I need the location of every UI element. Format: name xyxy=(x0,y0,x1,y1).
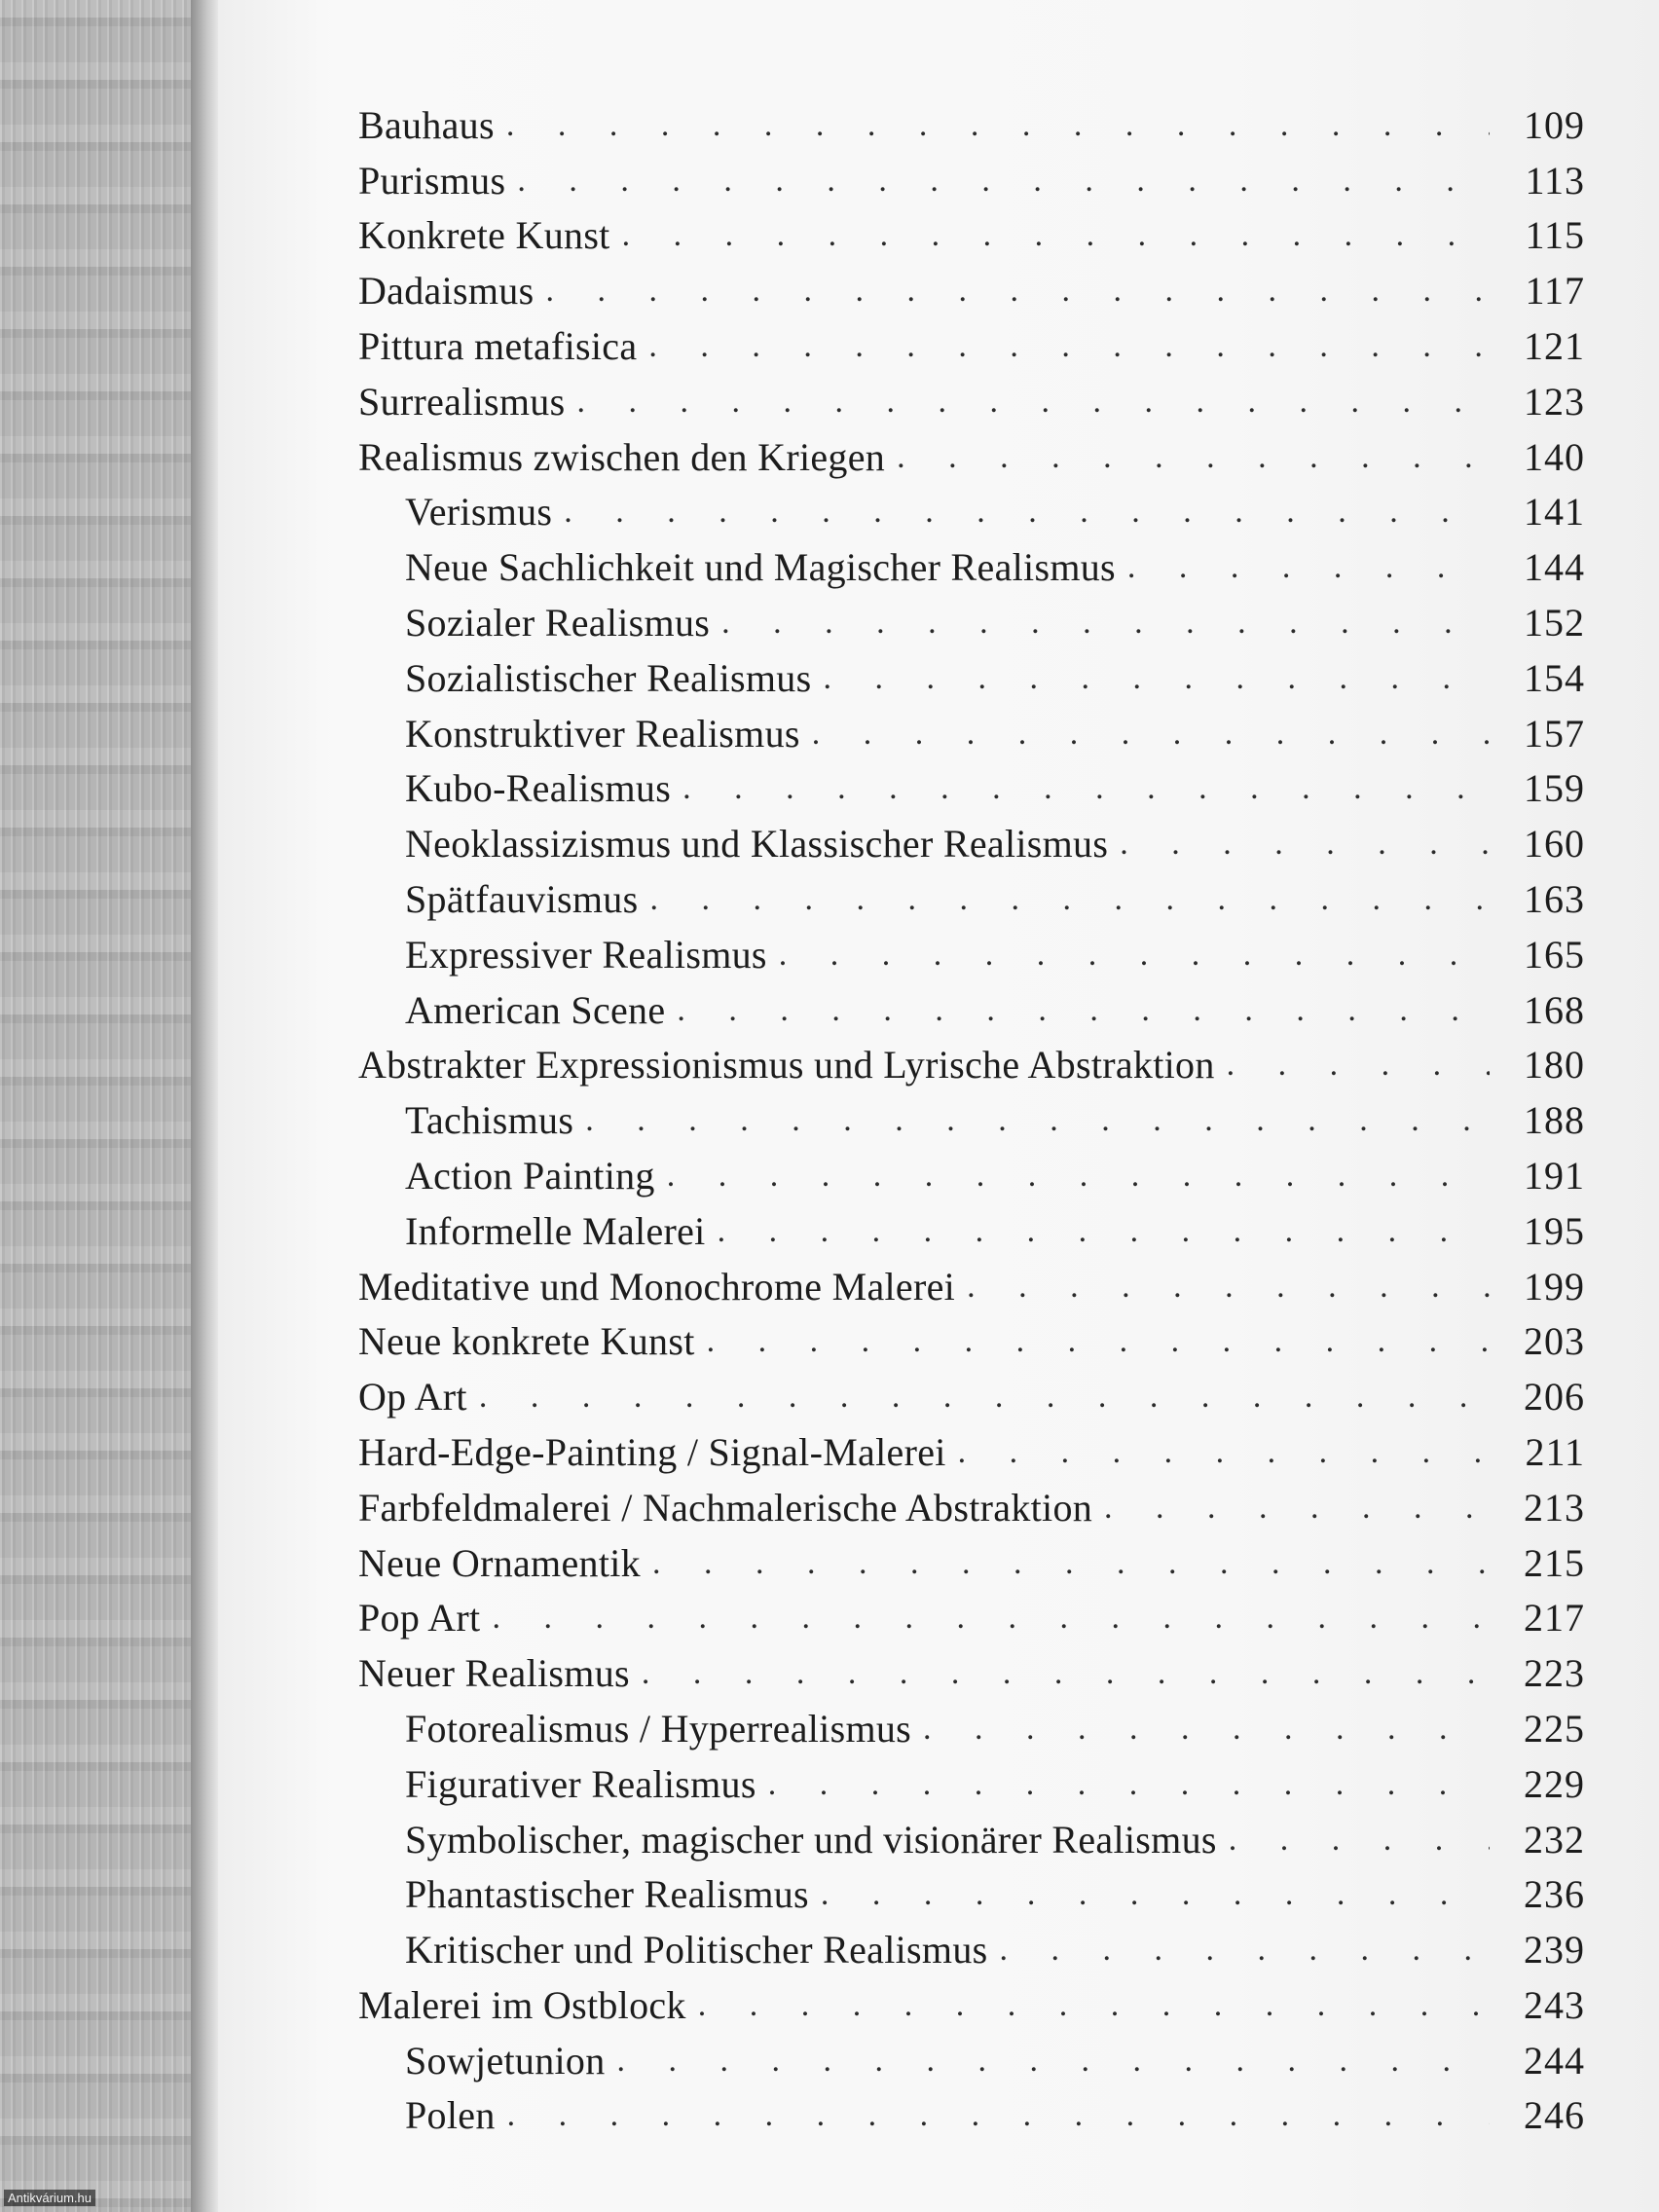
toc-entry-page-number: 246 xyxy=(1524,2093,1585,2138)
toc-entry xyxy=(358,1088,1585,1144)
toc-entry-title: Bauhaus xyxy=(358,102,495,147)
toc-entry-page-number: 165 xyxy=(1524,932,1585,977)
book-gutter xyxy=(191,0,218,2212)
toc-entry xyxy=(358,923,1585,978)
dot-leader xyxy=(622,212,1490,259)
toc-entry xyxy=(358,1808,1585,1863)
toc-entry-page-number: 232 xyxy=(1524,1817,1585,1862)
dot-leader xyxy=(545,268,1490,314)
toc-entry-page-number: 223 xyxy=(1524,1651,1585,1696)
toc-entry-page-number: 144 xyxy=(1524,545,1585,590)
toc-entry xyxy=(358,978,1585,1034)
toc-entry-title: Kritischer und Politischer Realismus xyxy=(405,1928,988,1972)
toc-entry-page-number: 215 xyxy=(1524,1540,1585,1585)
toc-entry-page-number: 154 xyxy=(1524,655,1585,700)
toc-entry-title: Pittura metafisica xyxy=(358,323,638,368)
toc-entry-page-number: 199 xyxy=(1524,1264,1585,1309)
toc-entry-page-number: 121 xyxy=(1524,323,1585,368)
dot-leader xyxy=(812,711,1490,757)
toc-entry xyxy=(358,535,1585,591)
toc-entry-title: Tachismus xyxy=(405,1098,574,1143)
toc-entry-title: Abstrakter Expressionismus und Lyrische Abstraktion xyxy=(358,1043,1215,1088)
toc-entry-title: Sowjetunion xyxy=(405,2038,606,2083)
dot-leader xyxy=(652,1540,1490,1587)
toc-entry xyxy=(358,259,1585,314)
toc-entry-title: Hard-Edge-Painting / Signal-Malerei xyxy=(358,1429,946,1474)
toc-entry-page-number: 160 xyxy=(1524,822,1585,866)
toc-entry-title: Op Art xyxy=(358,1375,467,1419)
dot-leader xyxy=(677,987,1490,1034)
toc-entry xyxy=(358,2029,1585,2084)
toc-entry-title: Figurativer Realismus xyxy=(405,1761,756,1806)
dot-leader xyxy=(1127,544,1490,591)
toc-entry-page-number: 229 xyxy=(1524,1761,1585,1806)
toc-entry-title: Polen xyxy=(405,2093,496,2138)
toc-entry-title: Verismus xyxy=(405,490,553,535)
dot-leader xyxy=(649,876,1490,923)
dot-leader xyxy=(506,102,1490,149)
toc-entry-title: Meditative und Monochrome Malerei xyxy=(358,1264,956,1309)
toc-entry-title: Farbfeldmalerei / Nachmalerische Abstraktion xyxy=(358,1485,1093,1530)
toc-entry-page-number: 243 xyxy=(1524,1982,1585,2027)
toc-entry-page-number: 140 xyxy=(1524,434,1585,479)
toc-entry-title: Symbolischer, magischer und visionärer Realismus xyxy=(405,1817,1217,1862)
toc-entry xyxy=(358,757,1585,813)
toc-entry-title: Kubo-Realismus xyxy=(405,766,672,811)
toc-entry-title: Expressiver Realismus xyxy=(405,932,767,977)
toc-entry xyxy=(358,1973,1585,2029)
dot-leader xyxy=(923,1706,1490,1752)
dot-leader xyxy=(821,1871,1490,1918)
dot-leader xyxy=(779,932,1490,978)
toc-entry-page-number: 217 xyxy=(1524,1596,1585,1641)
toc-entry-page-number: 213 xyxy=(1524,1485,1585,1530)
toc-entry xyxy=(358,1587,1585,1642)
toc-entry-page-number: 180 xyxy=(1524,1043,1585,1088)
toc-entry xyxy=(358,204,1585,260)
toc-entry-title: Pop Art xyxy=(358,1596,481,1641)
toc-entry xyxy=(358,1697,1585,1752)
toc-entry-page-number: 188 xyxy=(1524,1098,1585,1143)
toc-entry xyxy=(358,1531,1585,1587)
toc-entry-page-number: 157 xyxy=(1524,711,1585,756)
dot-leader xyxy=(479,1374,1490,1420)
toc-entry xyxy=(358,1199,1585,1255)
toc-entry xyxy=(358,812,1585,867)
dot-leader xyxy=(667,1153,1490,1199)
toc-entry-page-number: 206 xyxy=(1524,1375,1585,1419)
dot-leader xyxy=(585,1097,1490,1144)
toc-entry-page-number: 117 xyxy=(1525,269,1585,313)
toc-entry-page-number: 163 xyxy=(1524,876,1585,921)
dot-leader xyxy=(823,655,1490,702)
toc-entry-page-number: 115 xyxy=(1525,213,1585,258)
toc-entry xyxy=(358,1863,1585,1919)
toc-entry xyxy=(358,591,1585,646)
toc-entry xyxy=(358,1255,1585,1310)
dot-leader xyxy=(576,379,1490,425)
toc-entry xyxy=(358,1420,1585,1476)
toc-entry-page-number: 141 xyxy=(1524,490,1585,535)
toc-entry-title: Sozialer Realismus xyxy=(405,600,711,645)
watermark: Antikvárium.hu xyxy=(4,2190,95,2206)
toc-entry-page-number: 113 xyxy=(1525,158,1585,203)
toc-entry xyxy=(358,646,1585,702)
dot-leader xyxy=(958,1429,1490,1476)
toc-entry-title: American Scene xyxy=(405,987,666,1032)
wood-surface xyxy=(0,0,191,2212)
toc-entry xyxy=(358,2084,1585,2140)
toc-entry xyxy=(358,1310,1585,1366)
dot-leader xyxy=(768,1761,1490,1808)
dot-leader xyxy=(642,1650,1490,1697)
toc-entry-title: Sozialistischer Realismus xyxy=(405,655,812,700)
toc-entry-title: Neue Ornamentik xyxy=(358,1540,641,1585)
toc-entry xyxy=(358,1144,1585,1199)
dot-leader xyxy=(698,1982,1490,2029)
toc-entry-page-number: 203 xyxy=(1524,1319,1585,1364)
toc-entry-title: Fotorealismus / Hyperrealismus xyxy=(405,1706,912,1751)
toc-entry xyxy=(358,149,1585,204)
toc-entry-page-number: 225 xyxy=(1524,1706,1585,1751)
toc-entry xyxy=(358,370,1585,425)
toc-entry-page-number: 211 xyxy=(1525,1429,1585,1474)
toc-entry-title: Neue konkrete Kunst xyxy=(358,1319,695,1364)
toc-entry-title: Purismus xyxy=(358,158,506,203)
toc-entry xyxy=(358,93,1585,149)
toc-entry-title: Surrealismus xyxy=(358,379,566,424)
toc-entry-page-number: 109 xyxy=(1524,102,1585,147)
dot-leader xyxy=(1104,1485,1490,1531)
toc-entry-title: Realismus zwischen den Kriegen xyxy=(358,434,886,479)
toc-entry-title: Spätfauvismus xyxy=(405,876,639,921)
toc-entry-page-number: 159 xyxy=(1524,766,1585,811)
toc-entry-title: Malerei im Ostblock xyxy=(358,1982,686,2027)
dot-leader xyxy=(967,1264,1490,1310)
toc-entry-title: Konkrete Kunst xyxy=(358,213,610,258)
dot-leader xyxy=(1000,1927,1491,1973)
toc-entry-title: Action Painting xyxy=(405,1153,655,1198)
toc-entry-title: Konstruktiver Realismus xyxy=(405,711,800,756)
table-of-contents xyxy=(358,93,1585,2139)
dot-leader xyxy=(617,2038,1490,2084)
toc-entry-page-number: 195 xyxy=(1524,1208,1585,1253)
toc-entry xyxy=(358,867,1585,923)
toc-entry-title: Phantastischer Realismus xyxy=(405,1872,809,1917)
toc-entry xyxy=(358,314,1585,370)
dot-leader xyxy=(507,2092,1490,2139)
toc-entry xyxy=(358,1365,1585,1420)
dot-leader xyxy=(564,489,1490,535)
toc-entry xyxy=(358,702,1585,757)
dot-leader xyxy=(682,765,1490,812)
toc-entry xyxy=(358,1918,1585,1973)
toc-entry-title: Neoklassizismus und Klassischer Realismus xyxy=(405,822,1109,866)
toc-entry-title: Informelle Malerei xyxy=(405,1208,706,1253)
dot-leader xyxy=(1229,1817,1490,1863)
dot-leader xyxy=(1227,1042,1490,1088)
dot-leader xyxy=(648,323,1490,370)
toc-entry xyxy=(358,1641,1585,1697)
dot-leader xyxy=(897,434,1490,481)
toc-entry-title: Neue Sachlichkeit und Magischer Realismus xyxy=(405,545,1116,590)
toc-entry xyxy=(358,1476,1585,1531)
dot-leader xyxy=(718,1208,1490,1255)
dot-leader xyxy=(721,600,1490,646)
toc-entry-page-number: 236 xyxy=(1524,1872,1585,1917)
toc-entry-page-number: 152 xyxy=(1524,600,1585,645)
toc-entry-title: Neuer Realismus xyxy=(358,1651,630,1696)
dot-leader xyxy=(492,1595,1490,1641)
toc-entry-page-number: 168 xyxy=(1524,987,1585,1032)
toc-entry-title: Dadaismus xyxy=(358,269,535,313)
toc-entry xyxy=(358,425,1585,481)
toc-entry-page-number: 239 xyxy=(1524,1928,1585,1972)
dot-leader xyxy=(1120,821,1490,867)
toc-entry xyxy=(358,481,1585,536)
toc-entry-page-number: 123 xyxy=(1524,379,1585,424)
toc-entry xyxy=(358,1034,1585,1089)
toc-entry-page-number: 244 xyxy=(1524,2038,1585,2083)
dot-leader xyxy=(517,158,1490,204)
toc-entry xyxy=(358,1752,1585,1808)
dot-leader xyxy=(707,1318,1490,1365)
toc-entry-page-number: 191 xyxy=(1524,1153,1585,1198)
